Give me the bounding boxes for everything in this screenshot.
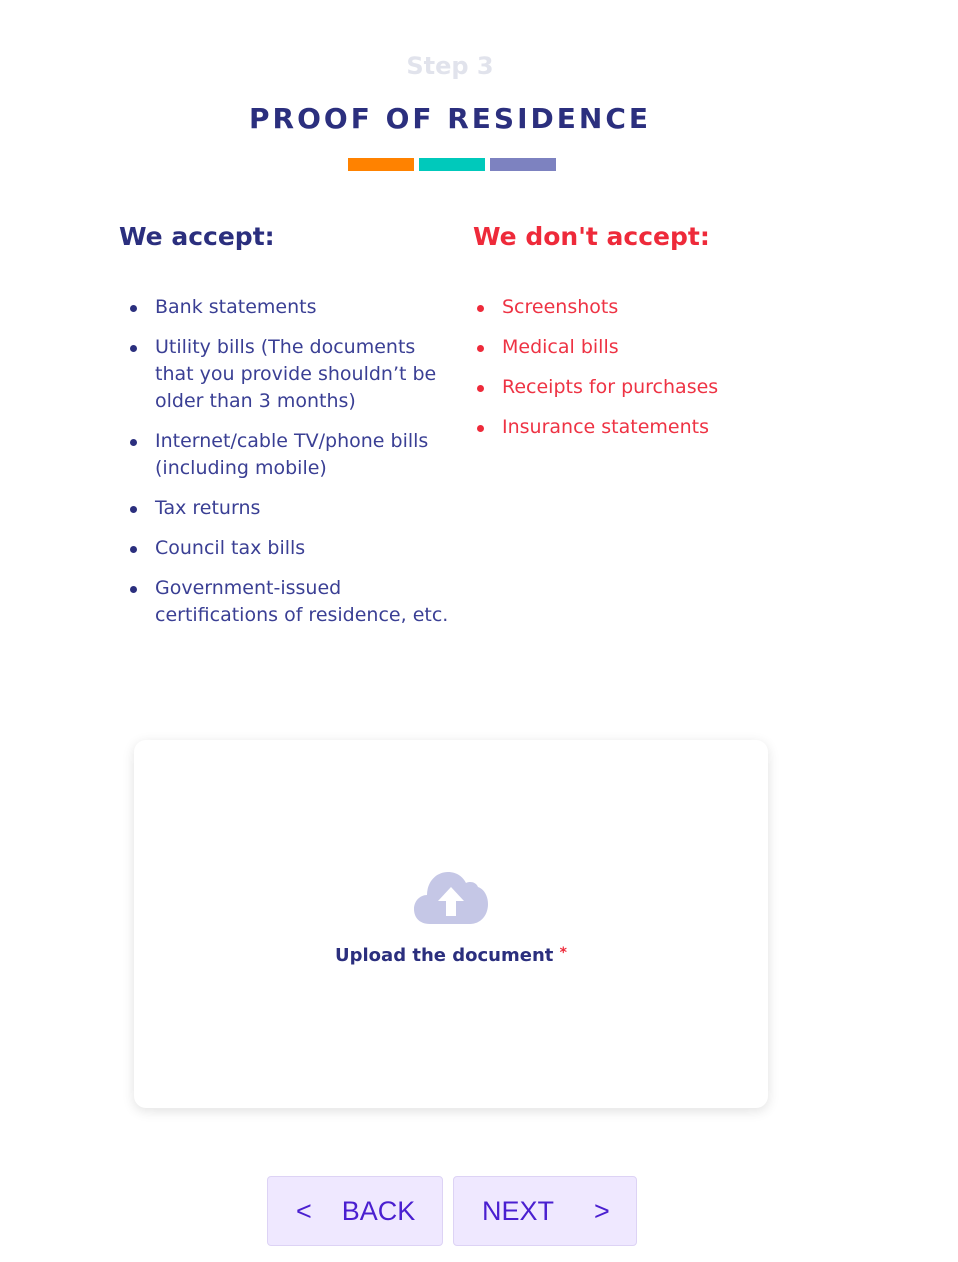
list-item: Government-issued certifications of residence, etc. [155,575,455,629]
upload-label [134,945,768,966]
list-item: Council tax bills [155,535,455,562]
list-item: Utility bills (The documents that you provide shouldn’t be older than 3 months) [155,334,455,415]
back-label: BACK [341,1195,416,1226]
upload-dropzone[interactable] [134,740,768,1108]
list-item: Bank statements [155,294,455,321]
list-item: Screenshots [502,294,802,321]
list-item: Internet/cable TV/phone bills (including mobile) [155,428,455,482]
list-item: Receipts for purchases [502,374,802,401]
chevron-left-icon: < [296,1195,312,1226]
progress-segment-3 [490,158,556,171]
chevron-right-icon: > [594,1195,610,1226]
list-item: Tax returns [155,495,455,522]
upload-label-text: Upload the document [335,945,554,966]
progress-segment-2 [419,158,485,171]
cloud-upload-icon [414,870,488,926]
accept-heading: We accept: [119,222,275,251]
list-item: Medical bills [502,334,802,361]
next-label: NEXT [482,1195,555,1226]
list-item: Insurance statements [502,414,802,441]
step-indicator: Step 3 [406,52,494,80]
reject-list [502,294,802,454]
back-button[interactable] [267,1176,443,1246]
required-marker: * [559,945,567,961]
accept-list [155,294,455,642]
progress-segment-1 [348,158,414,171]
reject-heading: We don't accept: [473,222,710,251]
next-button[interactable] [453,1176,637,1246]
page-title: PROOF OF RESIDENCE [249,102,651,135]
